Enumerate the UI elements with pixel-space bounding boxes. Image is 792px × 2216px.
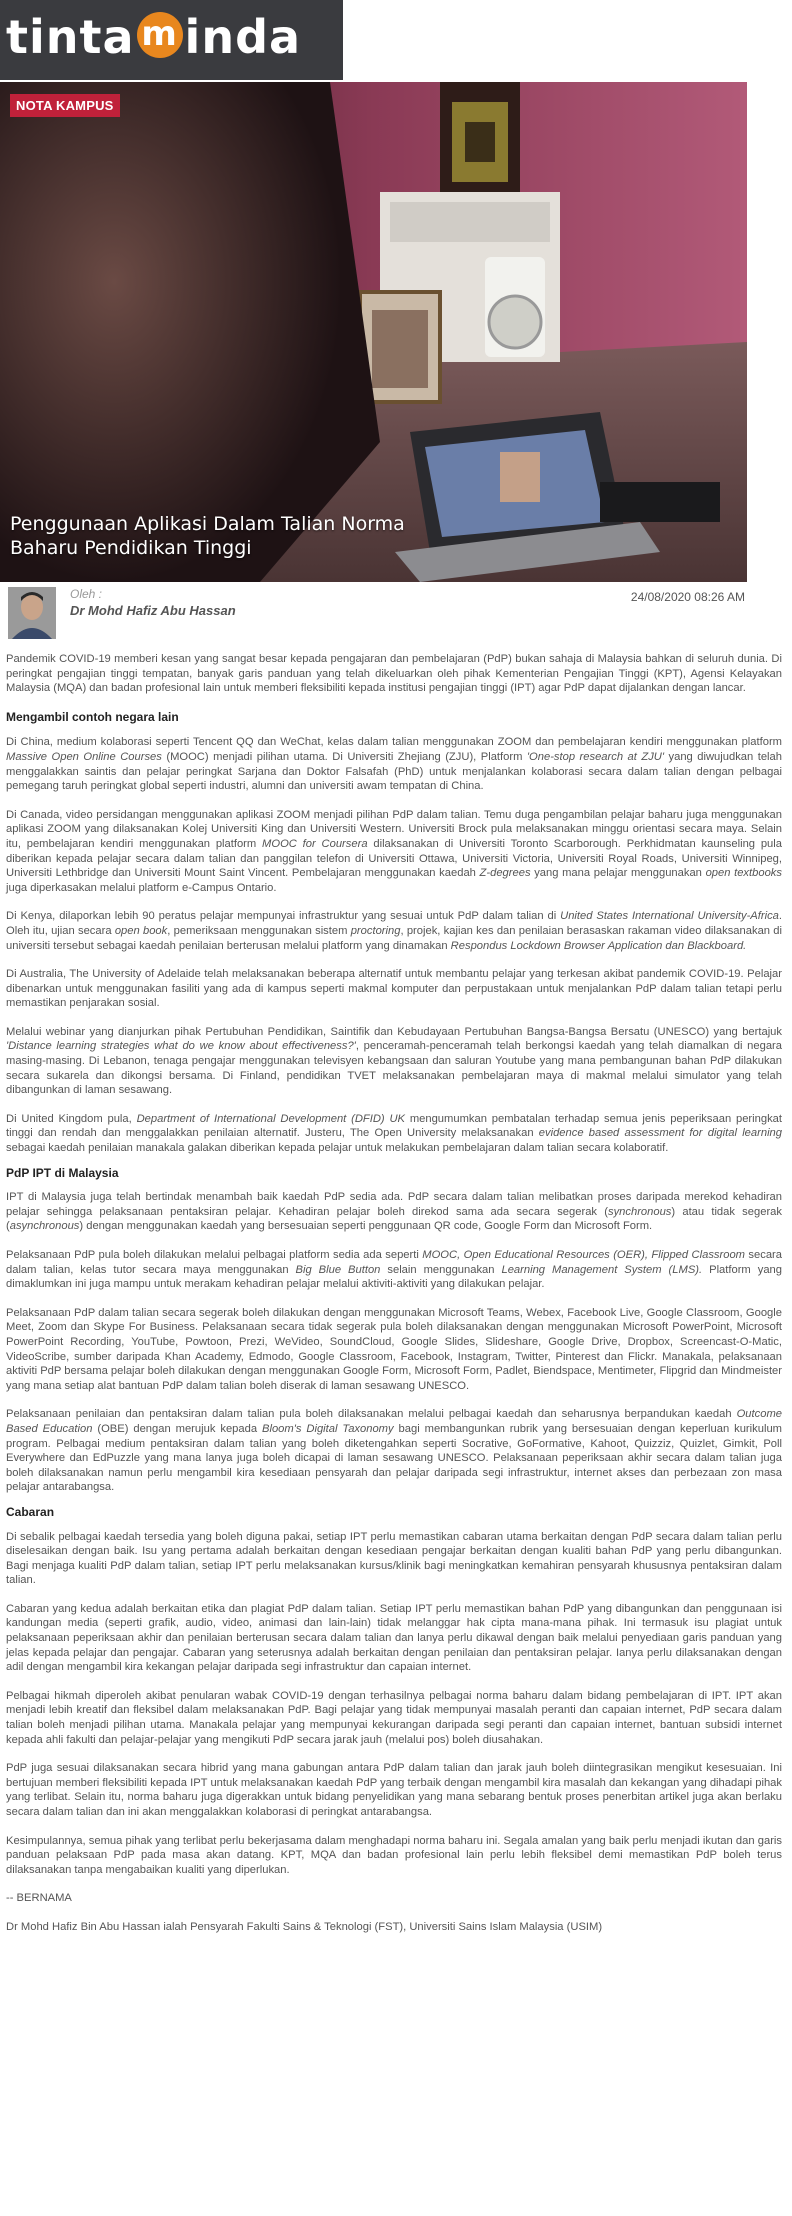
paragraph: Di Canada, video persidangan menggunakan aplikasi ZOOM menjadi pilihan PdP dalam talian. Temu duga pengambilan pelajar baharu juga menggunakan aplikasi ZOOM yang dilaksanakan Kolej Universiti King dan Universiti Western. Universiti Brock pula melaksanakan minggu orientasi secara maya. Selain itu, pembelajaran kendiri menggunakan platform MOOC for Coursera dilaksanakan di Universiti Toronto Scarborough. Perkhidmatan kaunseling pula diberikan kepada pelajar secara dalam talian dan panggilan telefon di Universiti Ottawa, Universiti Victoria, Universiti Royal Roads, Universiti Winnipeg, Universiti Lethbridge dan Universiti Mount Saint Vincent. Pembelajaran menggunakan kaedah Z-degrees yang mana pelajar menggunakan open textbooks juga diperkasakan melalui platform e-Campus Ontario. <box>6 808 782 894</box>
category-badge[interactable]: NOTA KAMPUS <box>10 94 120 117</box>
paragraph: Pandemik COVID-19 memberi kesan yang sangat besar kepada pengajaran dan pembelajaran (PdP) bukan sahaja di Malaysia bahkan di seluruh dunia. Di peringkat pengajian tinggi tempatan, banyak garis panduan yang telah dikeluarkan oleh pihak Kementerian Pengajian Tinggi (KPT), Agensi Kelayakan Malaysia (MQA) dan badan profesional lain untuk memberi fleksibiliti kepada institusi pengajian tinggi (IPT) agar PdP dapat dijalankan dengan lancar. <box>6 653 782 695</box>
logo-word-2: inda <box>184 10 302 64</box>
paragraph: IPT di Malaysia juga telah bertindak menambah baik kaedah PdP sedia ada. PdP secara dalam talian melibatkan proses daripada merekod kehadiran pelajar sehingga pelaksanaan pentaksiran pelajar. Kehadiran pelajar boleh direkod sama ada secara segerak (synchronous) atau tidak segerak (asynchronous) dengan menggunakan kaedah yang bersesuaian seperti penggunaan QR code, Google Form dan Microsoft Form. <box>6 1191 782 1233</box>
section-heading: Mengambil contoh negara lain <box>6 709 179 724</box>
paragraph: Di China, medium kolaborasi seperti Tencent QQ dan WeChat, kelas dalam talian menggunakan ZOOM dan pembelajaran kendiri menggunakan platform Massive Open Online Courses (MOOC) menjadi pilihan utama. Di Universiti Zhejiang (ZJU), Platform 'One-stop research at ZJU' yang diwujudkan telah menggalakkan saintis dan pelajar peringkat Sarjana dan Doktor Falsafah (PhD) untuk menjalankan kolaborasi secara dalam talian dengan pelbagai pemegang taruh peringkat global seperti industri, alumni dan universiti awam tempatan di China. <box>6 736 782 793</box>
section-heading: Cabaran <box>6 1504 55 1519</box>
site-logo[interactable] <box>0 0 343 80</box>
hero-photo-illustration <box>0 82 747 582</box>
paragraph: PdP juga sesuai dilaksanakan secara hibrid yang mana gabungan antara PdP dalam talian dan jarak jauh boleh diintegrasikan mengikut kesesuaian. Ini bertujuan memberi fleksibiliti kepada IPT untuk melaksanakan kaedah PdP yang terbaik dengan mengambil kira masalah dan kekangan yang dihadapi pihak yang terlibat. Selain itu, norma baharu juga digerakkan untuk bidang penyelidikan yang mana sebarang bentuk proses penerbitan artikel juga akan berlaku secara dalam talian dan ini akan menggalakkan kolaborasi di peringkat antarabangsa. <box>6 1762 782 1818</box>
paragraph: Di Australia, The University of Adelaide telah melaksanakan beberapa alternatif untuk membantu pelajar yang terkesan akibat pandemik COVID-19. Pelajar dibenarkan untuk menggunakan fasiliti yang ada di kampus seperti makmal komputer dan perpustakaan untuk menjalankan PdP dalam talian tetapi perlu memastikan penjarakan sosial. <box>6 968 782 1010</box>
paragraph: Pelbagai hikmah diperoleh akibat penularan wabak COVID-19 dengan terhasilnya pelbagai norma baharu dalam bidang pembelajaran di IPT. IPT akan menjadi lebih kreatif dan fleksibel dalam melaksanakan PdP. Bagi pelajar yang tidak mempunyai masalah peranti dan capaian internet, PdP secara dalam talian boleh menjadi pilihan utama. Manakala pelajar yang mempunyai kekurangan daripada segi peranti dan capaian internet, bantuan subsidi internet kepada ahli fakulti dan pelajar-pelajar yang mengikuti PdP secara jarak jauh (melalui pos) boleh diusahakan. <box>6 1689 782 1746</box>
paragraph: Di Kenya, dilaporkan lebih 90 peratus pelajar mempunyai infrastruktur yang sesuai untuk PdP dalam talian di United States International University-Africa. Oleh itu, ujian secara open book, pemeriksaan menggunakan sistem proctoring, projek, kajian kes dan penilaian berasaskan rakaman video dilaksanakan di universiti tersebut sebagai kaedah penilaian berterusan melalui platform yang dinamakan Respondus Lockdown Browser Application dan Blackboard. <box>6 910 782 952</box>
author-label: Oleh : <box>70 587 103 601</box>
paragraph: Cabaran yang kedua adalah berkaitan etika dan plagiat PdP dalam talian. Setiap IPT perlu memastikan bahan PdP yang dibangunkan dan penggunaan isi kandungan media (seperti grafik, audio, video, animasi dan lain-lain) tidak melanggar hak cipta mana-mana pihak. Ini termasuk isu plagiat untuk pelaksanaan peperiksaan akhir dan penilaian berterusan secara dalam talian dan lanya perlu dikawal dengan baik melalui penyediaan garis panduan yang jelas kepada pelajar dan pengajar. Cabaran yang seterusnya adalah berkaitan dengan penilaian dan pentaksiran pelajar. Ianya perlu dilaksanakan dengan adil dengan mengambil kira kekangan pelajar daripada segi infrastruktur dan capaian internet. <box>6 1602 782 1674</box>
article-body <box>6 652 782 1935</box>
author-portrait-icon <box>8 587 56 639</box>
paragraph: Pelaksanaan PdP pula boleh dilakukan melalui pelbagai platform sedia ada seperti MOOC, Open Educational Resources (OER), Flipped Classroom secara dalam talian, kelas tutor secara maya menggunakan Big Blue Button selain menggunakan Learning Management System (LMS). Platform yang dimaklumkan ini juga mampu untuk merakam kehadiran pelajar melalui aktiviti-aktiviti yang dilakukan pelajar. <box>6 1249 783 1291</box>
section-heading: PdP IPT di Malaysia <box>6 1165 119 1180</box>
paragraph: Di sebalik pelbagai kaedah tersedia yang boleh diguna pakai, setiap IPT perlu memastikan cabaran utama berkaitan dengan PdP secara dalam talian perlu diselesaikan dengan baik. Isu yang pertama adalah berkaitan dengan kesediaan pengajar berkaitan dengan kualiti bahan PdP yang perlu dibangunkan. Bagi menjaga kualiti PdP dalam talian, setiap IPT perlu melaksanakan kursus/klinik bagi meningkatkan kemahiran pensyarah khususnya pentaksiran dalam talian. <box>6 1530 782 1587</box>
hero-image <box>0 82 747 582</box>
author-name[interactable]: Dr Mohd Hafiz Abu Hassan <box>70 603 236 618</box>
author-bio: Dr Mohd Hafiz Bin Abu Hassan ialah Pensyarah Fakulti Sains & Teknologi (FST), Universiti Sains Islam Malaysia (USIM) <box>6 1920 603 1933</box>
source-credit: -- BERNAMA <box>6 1892 72 1905</box>
paragraph: Pelaksanaan PdP dalam talian secara segerak boleh dilakukan dengan menggunakan Microsoft Teams, Webex, Facebook Live, Google Classroom, Google Meet, Zoom dan Skype For Business. Pelaksanaan secara tidak segerak pula boleh dilaksanakan dengan menggunakan Microsoft PowerPoint, Microsoft PowerPoint Recording, YouTube, Powtoon, Prezi, WeVideo, SoundCloud, Google Slides, Slideshare, Google Drive, Dropbox, Screencast-O-Matic, VideoScribe, sumber daripada Khan Academy, Edmodo, Google Classroom, Facebook, Instagram, Twitter, Pinterest dan Flickr. Manakala, pelaksanaan aktiviti PdP bersama pelajar boleh dilakukan dengan menggunakan Google Form, Microsoft Form, Padlet, Biendspace, Mentimeter, Flipgrid dan Mindmeister yang mana setiap alat bantuan PdP dalam talian boleh diserak di laman sesawang UNESCO. <box>6 1306 782 1392</box>
paragraph: Melalui webinar yang dianjurkan pihak Pertubuhan Pendidikan, Saintifik dan Kebudayaan Pertubuhan Bangsa-Bangsa Bersatu (UNESCO) yang bertajuk 'Distance learning strategies what do we know about effectiveness?', penceramah-penceramah telah berkongsi kaedah yang telah diamalkan di negara masing-masing. Di Lebanon, tenaga pengajar menggunakan televisyen kebangsaan dan saluran Youtube yang mana pembangunan bahan PdP dilakukan secara sukarela dan dikongsi bersama. Di Finland, pendidikan TVET melaksanakan pembelajaran maya di makmal melalui simulator yang telah dibangunkan di laman sesawang. <box>6 1025 782 1097</box>
paragraph: Pelaksanaan penilaian dan pentaksiran dalam talian pula boleh dilaksanakan melalui pelbagai kaedah dan seharusnya berpandukan kaedah Outcome Based Education (OBE) dengan merujuk kepada Bloom's Digital Taxonomy bagi membangunkan rubrik yang bersesuaian dengan keperluan kurikulum program. Pelbagai medium pentaksiran dalam talian yang boleh diketengahkan seperti Socrative, GoFormative, Kahoot, Quizziz, Quizlet, Gimkit, Poll Everywhere dan EdPuzzle yang mana lanya juga boleh dicapai di laman sesawang UNESCO. Pelaksanaan peperiksaan akhir secara dalam talian juga boleh dilaksanakan namun perlu mengambil kira kesediaan pensyarah dan pelajar daripada segi infrastruktur, internet akses dan perbezaan zon masa pelajar antarabangsa. <box>6 1408 782 1494</box>
publish-date: 24/08/2020 08:26 AM <box>630 590 745 604</box>
logo-word-1: tinta <box>6 10 135 64</box>
logo-m-mark: m <box>137 12 183 58</box>
paragraph: Di United Kingdom pula, Department of International Development (DFID) UK mengumumkan pembatalan terhadap semua jenis peperiksaan peringkat tinggi dan rendah dan menggalakkan penilaian alternatif. Justeru, The Open University melaksanakan evidence based assessment for digital learning sebagai kaedah penilaian manakala galakan diberikan kepada pelajar untuk melakukan pembelajaran dalam talian secara kolaboratif. <box>6 1112 782 1155</box>
author-avatar <box>8 587 56 639</box>
article-title: Penggunaan Aplikasi Dalam Talian Norma Baharu Pendidikan Tinggi <box>10 513 405 559</box>
paragraph: Kesimpulannya, semua pihak yang terlibat perlu bekerjasama dalam menghadapi norma baharu ini. Segala amalan yang baik perlu menjadi ikutan dan garis panduan pelaksaan PdP pada masa akan datang. KPT, MQA dan badan profesional lain perlu lebih fleksibel demi memastikan PdP boleh terus dilaksanakan tanpa mengabaikan kualiti yang diperlukan. <box>6 1834 782 1876</box>
logo-wordmark <box>6 12 301 62</box>
